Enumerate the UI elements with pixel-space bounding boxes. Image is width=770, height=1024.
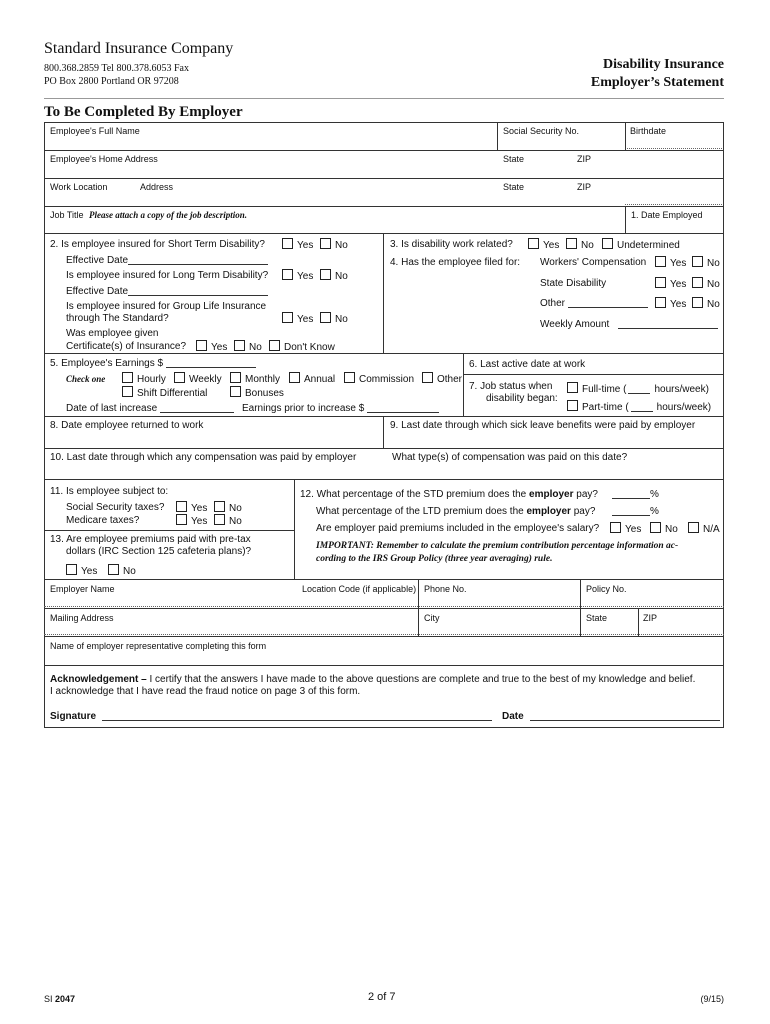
q4-other-yes-checkbox[interactable] — [655, 297, 666, 308]
q2-ltd-no-checkbox[interactable] — [320, 269, 331, 280]
policy-label: Policy No. — [586, 584, 627, 594]
company-contact: 800.368.2859 Tel 800.378.6053 Fax — [44, 63, 189, 74]
q4-sd-yes-checkbox[interactable] — [655, 277, 666, 288]
company-address: PO Box 2800 Portland OR 97208 — [44, 76, 179, 87]
q2-ltd: Is employee insured for Long Term Disability? — [66, 270, 269, 281]
q5-commission-checkbox[interactable] — [344, 372, 355, 383]
q13-text2: dollars (IRC Section 125 cafeteria plans)? — [66, 546, 252, 557]
company-name: Standard Insurance Company — [44, 40, 234, 57]
q5-text[interactable]: 5. Employee's Earnings $ — [50, 358, 256, 369]
q2-std-no-checkbox[interactable] — [320, 238, 331, 249]
section-title: To Be Completed By Employer — [44, 104, 243, 120]
q11-text: 11. Is employee subject to: — [50, 486, 169, 497]
ssn-label: Social Security No. — [503, 126, 580, 136]
q5-weekly-checkbox[interactable] — [174, 372, 185, 383]
q2-cert-dontknow-checkbox[interactable] — [269, 340, 280, 351]
q11-ss-yes-checkbox[interactable] — [176, 501, 187, 512]
q2-effective-date2[interactable]: Effective Date — [66, 286, 268, 297]
ack-text2: I acknowledge that I have read the fraud notice on page 3 of this form. — [50, 686, 361, 697]
employer-name-label: Employer Name — [50, 584, 115, 594]
q4-workers-comp: Workers' Compensation — [540, 257, 647, 268]
rep-label: Name of employer representative completing this form — [50, 641, 267, 651]
header-divider — [44, 98, 724, 99]
job-title-note: Please attach a copy of the job description. — [89, 210, 247, 220]
q4-state-disability: State Disability — [540, 278, 607, 289]
q4-wc-no-checkbox[interactable] — [692, 256, 703, 267]
q4-sd-no-checkbox[interactable] — [692, 277, 703, 288]
q7-text: 7. Job status when — [469, 381, 553, 392]
q12-included: Are employer paid premiums included in the employee's salary? — [316, 523, 600, 534]
q5-shift-diff-checkbox[interactable] — [122, 386, 133, 397]
q2-effective-date[interactable]: Effective Date — [66, 255, 268, 266]
q2-cert2: Certificate(s) of Insurance? — [66, 341, 187, 352]
phone-label: Phone No. — [424, 584, 467, 594]
q2-life-no-checkbox[interactable] — [320, 312, 331, 323]
q11-medicare: Medicare taxes? — [66, 515, 140, 526]
q12-ltd[interactable]: What percentage of the LTD premium does the employer pay? — [316, 506, 596, 517]
home-address-label: Employee's Home Address — [50, 154, 158, 164]
q7-fulltime-checkbox[interactable] — [567, 382, 578, 393]
form-version: (9/15) — [700, 994, 724, 1004]
mailing-address-label: Mailing Address — [50, 613, 114, 623]
q2-cert-no-checkbox[interactable] — [234, 340, 245, 351]
q9-text: 9. Last date through which sick leave benefits were paid by employer — [390, 420, 696, 431]
q7-text2: disability began: — [486, 393, 558, 404]
employer-state-label: State — [586, 613, 608, 623]
q5-hourly-checkbox[interactable] — [122, 372, 133, 383]
form-number: SI 2047 — [44, 994, 76, 1004]
q4-other-no-checkbox[interactable] — [692, 297, 703, 308]
state-label: State — [503, 154, 525, 164]
q13-text: 13. Are employee premiums paid with pre-tax — [50, 534, 251, 545]
zip-label: ZIP — [577, 182, 592, 192]
q5-monthly-checkbox[interactable] — [230, 372, 241, 383]
q12-std[interactable]: 12. What percentage of the STD premium does the employer pay? — [300, 489, 598, 500]
job-title-label: Job Title — [50, 210, 84, 220]
q4-weekly-amount[interactable]: Weekly Amount — [540, 319, 718, 330]
q4-wc-yes-checkbox[interactable] — [655, 256, 666, 267]
q7-fulltime[interactable]: Full-time ( hours/week) — [567, 382, 709, 395]
q12-na-checkbox[interactable] — [688, 522, 699, 533]
q5-bonuses-checkbox[interactable] — [230, 386, 241, 397]
q7-parttime[interactable]: Part-time ( hours/week) — [567, 400, 711, 413]
q5-other-checkbox[interactable] — [422, 372, 433, 383]
q10-comp-type: What type(s) of compensation was paid on this date? — [392, 452, 628, 463]
q8-text: 8. Date employee returned to work — [50, 420, 204, 431]
q7-parttime-checkbox[interactable] — [567, 400, 578, 411]
page-number: 2 of 7 — [368, 991, 396, 1003]
q12-important: IMPORTANT: Remember to calculate the premium contribution percentage information ac- — [316, 541, 679, 551]
ack-text: Acknowledgement – I certify that the answers I have made to the above questions are complete and true to the best of my knowledge and belief. — [50, 674, 696, 685]
address-label: Address — [140, 182, 174, 192]
date-employed-label: 1. Date Employed — [631, 210, 703, 220]
q2-group-life: Is employee insured for Group Life Insurance — [66, 301, 267, 312]
q11-med-yes-checkbox[interactable] — [176, 514, 187, 525]
city-label: City — [424, 613, 440, 623]
q12-yes-checkbox[interactable] — [610, 522, 621, 533]
q12-ltd-pct[interactable]: % — [612, 506, 659, 517]
work-location-label: Work Location — [50, 182, 108, 192]
q11-ss-no-checkbox[interactable] — [214, 501, 225, 512]
q2-std: 2. Is employee insured for Short Term Disability? — [50, 239, 265, 250]
q5-last-increase[interactable]: Date of last increase — [66, 403, 234, 414]
q11-ss-taxes: Social Security taxes? — [66, 502, 165, 513]
date-field[interactable]: Date — [502, 711, 720, 722]
q2-ltd-yes-checkbox[interactable] — [282, 269, 293, 280]
location-code-label: Location Code (if applicable) — [302, 584, 417, 594]
q3-no-checkbox[interactable] — [566, 238, 577, 249]
form-title-line1: Disability Insurance — [603, 57, 724, 72]
q12-important2: cording to the IRS Group Policy (three year averaging) rule. — [316, 554, 553, 564]
q13-yes-checkbox[interactable] — [66, 564, 77, 575]
q3-undetermined-checkbox[interactable] — [602, 238, 613, 249]
q5-earnings-prior[interactable]: Earnings prior to increase $ — [242, 403, 439, 414]
birthdate-label: Birthdate — [630, 126, 667, 136]
q3-text: 3. Is disability work related? — [390, 239, 513, 250]
q12-no-checkbox[interactable] — [650, 522, 661, 533]
q2-group-life2: through The Standard? — [66, 313, 169, 324]
q5-check-one: Check one — [66, 374, 106, 384]
q6-text: 6. Last active date at work — [469, 359, 586, 370]
q12-std-pct[interactable]: % — [612, 489, 659, 500]
q10-text: 10. Last date through which any compensation was paid by employer — [50, 452, 357, 463]
q4-text: 4. Has the employee filed for: — [390, 257, 521, 268]
q2-std-yes-checkbox[interactable] — [282, 238, 293, 249]
state-label: State — [503, 182, 525, 192]
employer-zip-label: ZIP — [643, 613, 658, 623]
q5-annual-checkbox[interactable] — [289, 372, 300, 383]
q4-other[interactable]: Other — [540, 298, 648, 309]
q2-life-yes-checkbox[interactable] — [282, 312, 293, 323]
full-name-label: Employee's Full Name — [50, 126, 140, 136]
signature-field[interactable]: Signature — [50, 711, 492, 722]
form-title-line2: Employer’s Statement — [590, 75, 724, 90]
q13-no-checkbox[interactable] — [108, 564, 119, 575]
q11-med-no-checkbox[interactable] — [214, 514, 225, 525]
zip-label: ZIP — [577, 154, 592, 164]
q2-cert: Was employee given — [66, 328, 159, 339]
q2-cert-yes-checkbox[interactable] — [196, 340, 207, 351]
q3-yes-checkbox[interactable] — [528, 238, 539, 249]
